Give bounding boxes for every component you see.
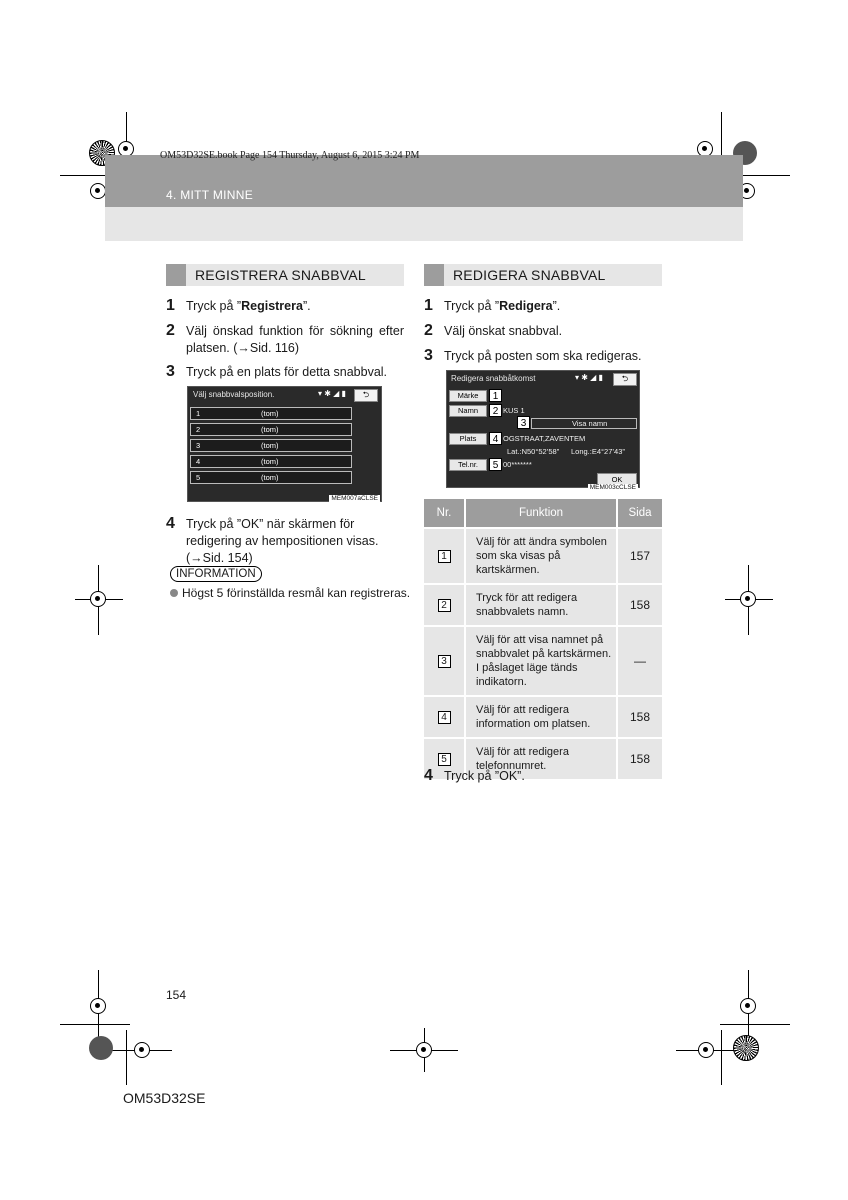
namn-button[interactable]: Namn — [449, 405, 487, 417]
number-box: 4 — [438, 711, 451, 724]
step-1 — [424, 298, 664, 315]
table-row — [424, 528, 662, 584]
page-ref: 158 — [617, 738, 662, 779]
document-code: OM53D32SE — [123, 1090, 206, 1106]
step-text: Välj önskat snabbval. — [444, 324, 563, 338]
page-number: 154 — [166, 988, 187, 1002]
status-icons: ▾ ✱ ◢ ▮ — [575, 373, 603, 382]
info-bullet: Högst 5 förinställda resmål kan registreras. — [170, 586, 410, 600]
step-number: 3 — [424, 347, 433, 364]
function-text: Välj för att redigera information om platsen. — [465, 696, 617, 738]
step-2 — [166, 323, 406, 357]
step-number: 2 — [166, 322, 175, 339]
print-info-line: OM53D32SE.book Page 154 Thursday, August 6, 2015 3:24 PM — [160, 150, 420, 161]
slot-row-5[interactable]: 5 (tom) — [190, 471, 352, 484]
crop-line — [720, 1024, 790, 1025]
table-row — [424, 626, 662, 696]
screen-edit-quick-access — [446, 370, 640, 491]
crop-line — [721, 1030, 722, 1085]
step-1 — [166, 298, 406, 315]
registration-mark-icon — [740, 998, 756, 1014]
registration-mark-icon — [698, 1042, 714, 1058]
number-box: 5 — [438, 753, 451, 766]
step-number: 1 — [424, 297, 433, 314]
page-ref: 158 — [617, 584, 662, 626]
step-number: 2 — [424, 322, 433, 339]
telnr-button[interactable]: Tel.nr. — [449, 459, 487, 471]
page-ref: — — [617, 626, 662, 696]
section-header-registrera — [166, 264, 404, 286]
section-header-redigera — [424, 264, 662, 286]
plats-value: OGSTRAAT,ZAVENTEM — [503, 434, 586, 443]
marke-button[interactable]: Märke — [449, 390, 487, 402]
step-3 — [166, 364, 406, 381]
function-text: Välj för att ändra symbolen som ska visas på kartskärmen. — [465, 528, 617, 584]
status-icons: ▾ ✱ ◢ ▮ — [318, 389, 346, 398]
step-text: Tryck på ”Redigera”. — [444, 299, 561, 313]
step-number: 1 — [166, 297, 175, 314]
section-title: REGISTRERA SNABBVAL — [195, 267, 366, 283]
visa-namn-toggle[interactable]: Visa namn — [531, 418, 637, 429]
step-2 — [424, 323, 664, 340]
table-row — [424, 584, 662, 626]
color-dot-icon — [89, 1036, 113, 1060]
bullet-icon — [170, 589, 178, 597]
callout-1: 1 — [489, 389, 502, 402]
back-button[interactable]: ⮌ — [354, 389, 378, 402]
step-text: Tryck på posten som ska redigeras. — [444, 349, 642, 363]
callout-2: 2 — [489, 404, 502, 417]
chapter-title: 4. MITT MINNE — [166, 188, 254, 202]
slot-row-1[interactable]: 1 (tom) — [190, 407, 352, 420]
page-ref: 158 — [617, 696, 662, 738]
back-button[interactable]: ⮌ — [613, 373, 637, 386]
crop-line — [60, 1024, 130, 1025]
function-text: Välj för att redigera telefonnumret. — [465, 738, 617, 779]
slot-row-4[interactable]: 4 (tom) — [190, 455, 352, 468]
table-row — [424, 696, 662, 738]
slot-row-2[interactable]: 2 (tom) — [190, 423, 352, 436]
step-text: Tryck på en plats för detta snabbval. — [186, 365, 388, 379]
step-4 — [166, 516, 406, 567]
color-burst-icon — [733, 1035, 759, 1061]
column-header-nr: Nr. — [424, 499, 465, 528]
step-4 — [424, 768, 664, 785]
namn-value: KUS 1 — [503, 406, 525, 415]
screen-select-position — [187, 386, 382, 502]
registration-mark-icon — [90, 591, 106, 607]
latitude: Lat.:N50°52’58” — [507, 447, 560, 456]
longitude: Long.:E4°27’43” — [571, 447, 625, 456]
registration-mark-icon — [740, 591, 756, 607]
information-label: INFORMATION — [170, 564, 262, 582]
registration-mark-icon — [90, 183, 106, 199]
step-text: Tryck på ”Registrera”. — [186, 299, 311, 313]
registration-mark-icon — [90, 998, 106, 1014]
plats-button[interactable]: Plats — [449, 433, 487, 445]
number-box: 3 — [438, 655, 451, 668]
section-marker — [166, 264, 186, 286]
step-3 — [424, 348, 664, 365]
screen-code: MEM003cCLSE — [589, 484, 636, 491]
column-header-sida: Sida — [617, 499, 662, 528]
step-text: Välj önskad funktion för sökning efter platsen. (→Sid. 116) — [186, 324, 404, 355]
registration-mark-icon — [134, 1042, 150, 1058]
section-title: REDIGERA SNABBVAL — [453, 267, 606, 283]
slot-row-3[interactable]: 3 (tom) — [190, 439, 352, 452]
number-box: 1 — [438, 550, 451, 563]
step-number: 4 — [424, 767, 433, 784]
number-box: 2 — [438, 599, 451, 612]
column-header-funktion: Funktion — [465, 499, 617, 528]
section-marker — [424, 264, 444, 286]
registration-mark-icon — [416, 1042, 432, 1058]
function-table — [424, 499, 662, 779]
callout-3: 3 — [517, 416, 530, 429]
step-text: Tryck på ”OK” när skärmen för redigering av hempositionen visas. (→Sid. 154) — [186, 517, 379, 565]
crop-line — [126, 1030, 127, 1085]
callout-4: 4 — [489, 432, 502, 445]
step-number: 3 — [166, 363, 175, 380]
page-ref: 157 — [617, 528, 662, 584]
screen-code: MEM007aCLSE — [331, 495, 378, 502]
callout-5: 5 — [489, 458, 502, 471]
step-number: 4 — [166, 515, 175, 532]
ok-button[interactable]: OK — [597, 473, 637, 485]
screen-title: Välj snabbvalsposition. — [193, 390, 275, 399]
step-text: Tryck på ”OK”. — [444, 769, 525, 783]
function-text: Välj för att visa namnet på snabbvalet på kartskärmen. I påslaget läge tänds indikatorn. — [465, 626, 617, 696]
header-subband — [105, 207, 743, 241]
telnr-value: 00******* — [503, 460, 532, 469]
function-text: Tryck för att redigera snabbvalets namn. — [465, 584, 617, 626]
screen-title: Redigera snabbåtkomst — [451, 374, 536, 383]
